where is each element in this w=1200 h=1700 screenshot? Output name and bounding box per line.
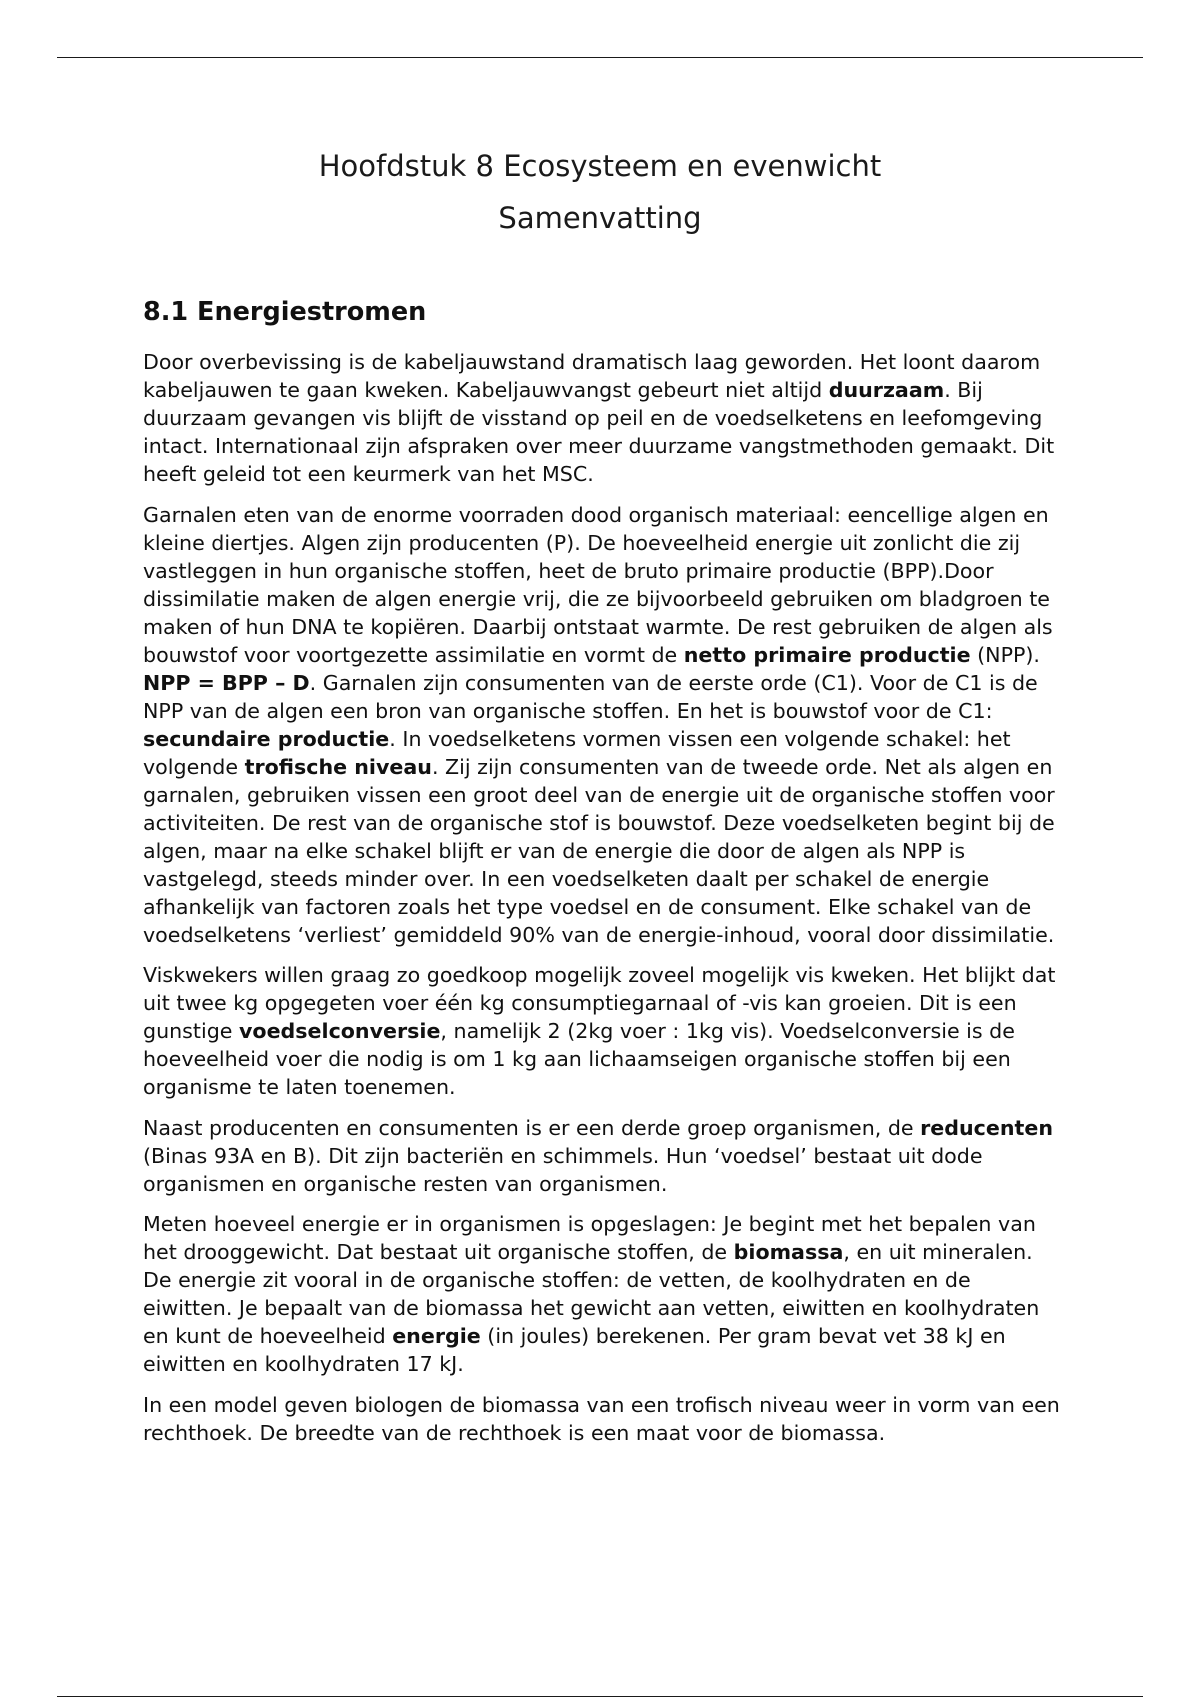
text-segment: . In voedselketens vormen vissen een volgende schakel: het volgende: [143, 726, 1011, 779]
top-rule: [57, 57, 1143, 58]
bold-term-reducenten: reducenten: [920, 1115, 1053, 1140]
paragraph-energie-meten: [143, 1210, 1063, 1378]
text-segment: Meten hoeveel energie er in organismen is opgeslagen: Je begint met het bepalen van het drooggewicht. Dat bestaat uit organische stoffen, de: [143, 1212, 1036, 1264]
text-segment: , namelijk 2 (2kg voer : 1kg vis). Voedselconversie is de hoeveelheid voer die nodig is om 1 kg aan lichaamseigen organische stoffen bij een organisme te laten toenemen.: [143, 1019, 1015, 1099]
paragraph-garnalen: [143, 501, 1063, 949]
bold-term-duurzaam: duurzaam: [828, 378, 945, 402]
bold-term-biomassa: biomassa: [733, 1240, 844, 1264]
text-segment: (NPP).: [970, 642, 1040, 667]
text-segment: Naast producenten en consumenten is er een derde groep organismen, de: [143, 1115, 921, 1140]
text-segment: Door overbevissing is de kabeljauwstand dramatisch laag geworden. Het loont daarom kabeljauwen te gaan kweken. Kabeljauwvangst gebeurt niet altijd: [143, 350, 1041, 402]
bold-formula-npp: NPP = BPP – D: [143, 670, 310, 695]
text-segment: Garnalen eten van de enorme voorraden dood organisch materiaal: eencellige algen en kleine diertjes. Algen zijn producenten (P). De hoeveelheid energie uit zonlicht die zij vastleggen in hun organische stoffen, heet de bruto primaire productie (BPP).Door dissimilatie maken de algen energie vrij, die ze bijvoorbeeld gebruiken om bladgroen te maken of hun DNA te kopiëren. Daarbij ontstaat warmte. De rest gebruiken de algen als bouwstof voor voortgezette assimilatie en vormt de: [143, 502, 1053, 667]
bold-term-voedselconversie: voedselconversie: [239, 1019, 441, 1043]
text-segment: , en uit mineralen. De energie zit vooral in de organische stoffen: de vetten, de koolhydraten en de eiwitten. Je bepaalt van de biomassa het gewicht aan vetten, eiwitten en koolhydraten en kunt de hoeveelheid: [143, 1240, 1040, 1348]
bottom-rule: [57, 1696, 1143, 1697]
bold-term-energie: energie: [392, 1324, 481, 1348]
bold-term-npp: netto primaire productie: [683, 642, 971, 667]
bold-term-secundaire-productie: secundaire productie: [143, 726, 390, 751]
text-segment: (in joules) berekenen. Per gram bevat vet 38 kJ en eiwitten en koolhydraten 17 kJ.: [143, 1324, 1006, 1376]
document-subtitle: Samenvatting: [498, 201, 702, 235]
text-segment: . Garnalen zijn consumenten van de eerste orde (C1). Voor de C1 is de NPP van de algen een bron van organische stoffen. En het is bouwstof voor de C1:: [143, 670, 1038, 723]
text-segment: In een model geven biologen de biomassa van een trofisch niveau weer in vorm van een rechthoek. De breedte van de rechthoek is een maat voor de biomassa.: [143, 1392, 1060, 1445]
document-title: Hoofdstuk 8 Ecosysteem en evenwicht: [318, 149, 882, 183]
paragraph-reducenten: [143, 1114, 1080, 1198]
text-segment: (Binas 93A en B). Dit zijn bacteriën en schimmels. Hun ‘voedsel’ bestaat uit dode organismen en organische resten van organismen.: [143, 1115, 1080, 1196]
paragraph-overbevissing: [143, 348, 1063, 488]
paragraph-model: [143, 1391, 1063, 1447]
section-8-1: [143, 294, 1080, 1459]
text-segment: Viskwekers willen graag zo goedkoop mogelijk zoveel mogelijk vis kweken. Het blijkt dat uit twee kg opgegeten voer één kg consumptiegarnaal of -vis kan groeien. Dit is een gunstige: [143, 963, 1056, 1043]
bold-term-trofische-niveau: trofische niveau: [244, 754, 432, 779]
text-segment: . Bij duurzaam gevangen vis blijft de visstand op peil en de voedselketens en leefomgeving intact. Internationaal zijn afspraken over meer duurzame vangstmethoden gemaakt. Dit heeft geleid tot een keurmerk van het MSC.: [143, 378, 1055, 486]
document-header: [0, 140, 1200, 244]
text-segment: . Zij zijn consumenten van de tweede orde. Net als algen en garnalen, gebruiken vissen een groot deel van de energie uit de organische stoffen voor activiteiten. De rest van de organische stof is bouwstof. Deze voedselketen begint bij de algen, maar na elke schakel blijft er van de energie die door de algen als NPP is vastgelegd, steeds minder over. In een voedselketen daalt per schakel de energie afhankelijk van factoren zoals het type voedsel en de consument. Elke schakel van de voedselketens ‘verliest’ gemiddeld 90% van de energie-inhoud, vooral door dissimilatie.: [143, 754, 1055, 947]
section-heading: 8.1 Energiestromen: [143, 297, 427, 327]
paragraph-viskwekers: [143, 961, 1063, 1101]
